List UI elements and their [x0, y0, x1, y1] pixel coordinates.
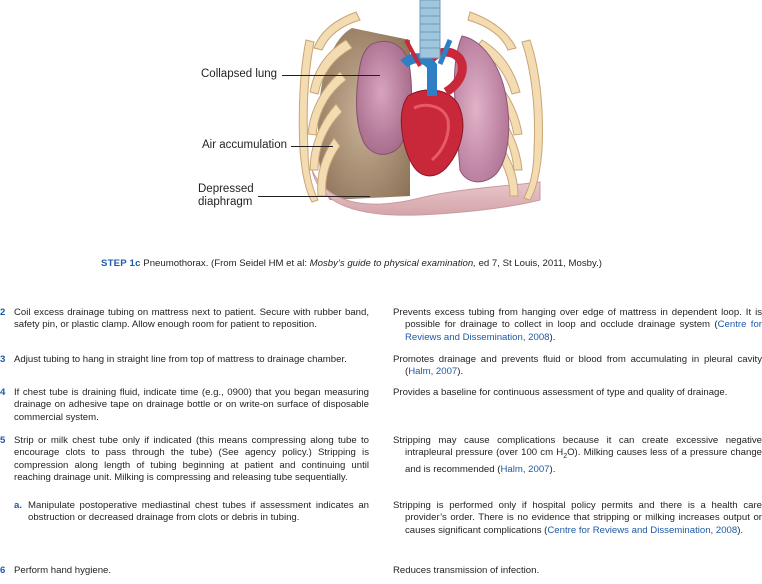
caption-step: STEP 1c [101, 258, 141, 269]
caption-text-end: ed 7, St Louis, 2011, Mosby.) [478, 258, 602, 269]
heart [401, 90, 463, 176]
collapsed-lung-label: Collapsed lung [201, 68, 278, 80]
step-rationale: Provides a baseline for continuous assessment of type and quality of drainage. [393, 387, 728, 398]
step-rationale: Reduces transmission of infection. [393, 565, 540, 576]
caption-text: Pneumothorax. (From Seidel HM et al: [143, 258, 307, 269]
citation-link[interactable]: Centre for Reviews and Dissemination, 2008 [547, 524, 738, 536]
air-accumulation-label: Air accumulation [202, 139, 288, 151]
substep-letter: a. [14, 500, 23, 511]
step-number: 3 [0, 354, 6, 365]
step-action: Coil excess drainage tubing on mattress next to patient. Secure with rubber band, safety pin, or plastic clamp. Allow enough room for patient to reposition. [14, 307, 369, 331]
trachea [420, 0, 440, 58]
step-number: 6 [0, 565, 6, 576]
diaphragm-label-line1: Depressed [198, 183, 254, 195]
pneumothorax-illustration [0, 0, 762, 250]
citation-link[interactable]: Centre for Reviews and Dissemination, 2008 [405, 319, 762, 343]
figure-caption [101, 258, 681, 271]
substep-action: a. Manipulate postoperative mediastinal chest tubes if assessment indicates an obstruction or decreased drainage from clots or debris in tubing. [14, 500, 369, 524]
step-action: Strip or milk chest tube only if indicated (this means compressing along tube to encourage clots to pass through the tube) (See agency policy.) Stripping is compression along length of tubing beginning at patient and continuing until reaching drainage unit. Milking is compressing and releasing tube sequentially. [14, 435, 369, 483]
step-action: Adjust tubing to hang in straight line from top of mattress to drainage chamber. [14, 354, 347, 365]
step-rationale: Promotes drainage and prevents fluid or blood from accumulating in pleural cavity (Halm, 2007). [393, 354, 762, 378]
citation-link[interactable]: Halm, 2007 [500, 463, 550, 475]
step-rationale: Stripping may cause complications because it can create excessive negative intrapleural pressure (over 100 cm $H_2O$). Milking causes less of a pressure change and is recommended (Halm, 2007). [393, 435, 762, 475]
citation-link[interactable]: Halm, 2007 [408, 366, 458, 378]
step-number: 4 [0, 387, 6, 398]
diaphragm-leader [258, 196, 370, 197]
air-accumulation-leader [291, 146, 333, 147]
caption-book-title: Mosby’s guide to physical examination, [309, 258, 476, 269]
step-number: 2 [0, 307, 6, 318]
diaphragm-label-line2: diaphragm [198, 196, 253, 208]
collapsed-lung-leader [282, 75, 380, 76]
step-action: Perform hand hygiene. [14, 565, 112, 576]
thorax-drawing [0, 0, 762, 250]
substep-rationale: Stripping is performed only if hospital policy permits and there is a health care provider’s order. There is no evidence that stripping or milking increases output or causes significant complications (Centre for Reviews and Dissemination, 2008). [393, 500, 762, 536]
step-number: 5 [0, 435, 6, 446]
step-rationale: Prevents excess tubing from hanging over edge of mattress in dependent loop. It is possible for drainage to collect in loop and occlude drainage system (Centre for Reviews and Dissemination, 2008). [393, 307, 762, 343]
step-action: If chest tube is draining fluid, indicate time (e.g., 0900) that you began measuring drainage on adhesive tape on drainage bottle or on write-on surface of disposable commercial system. [14, 387, 369, 423]
